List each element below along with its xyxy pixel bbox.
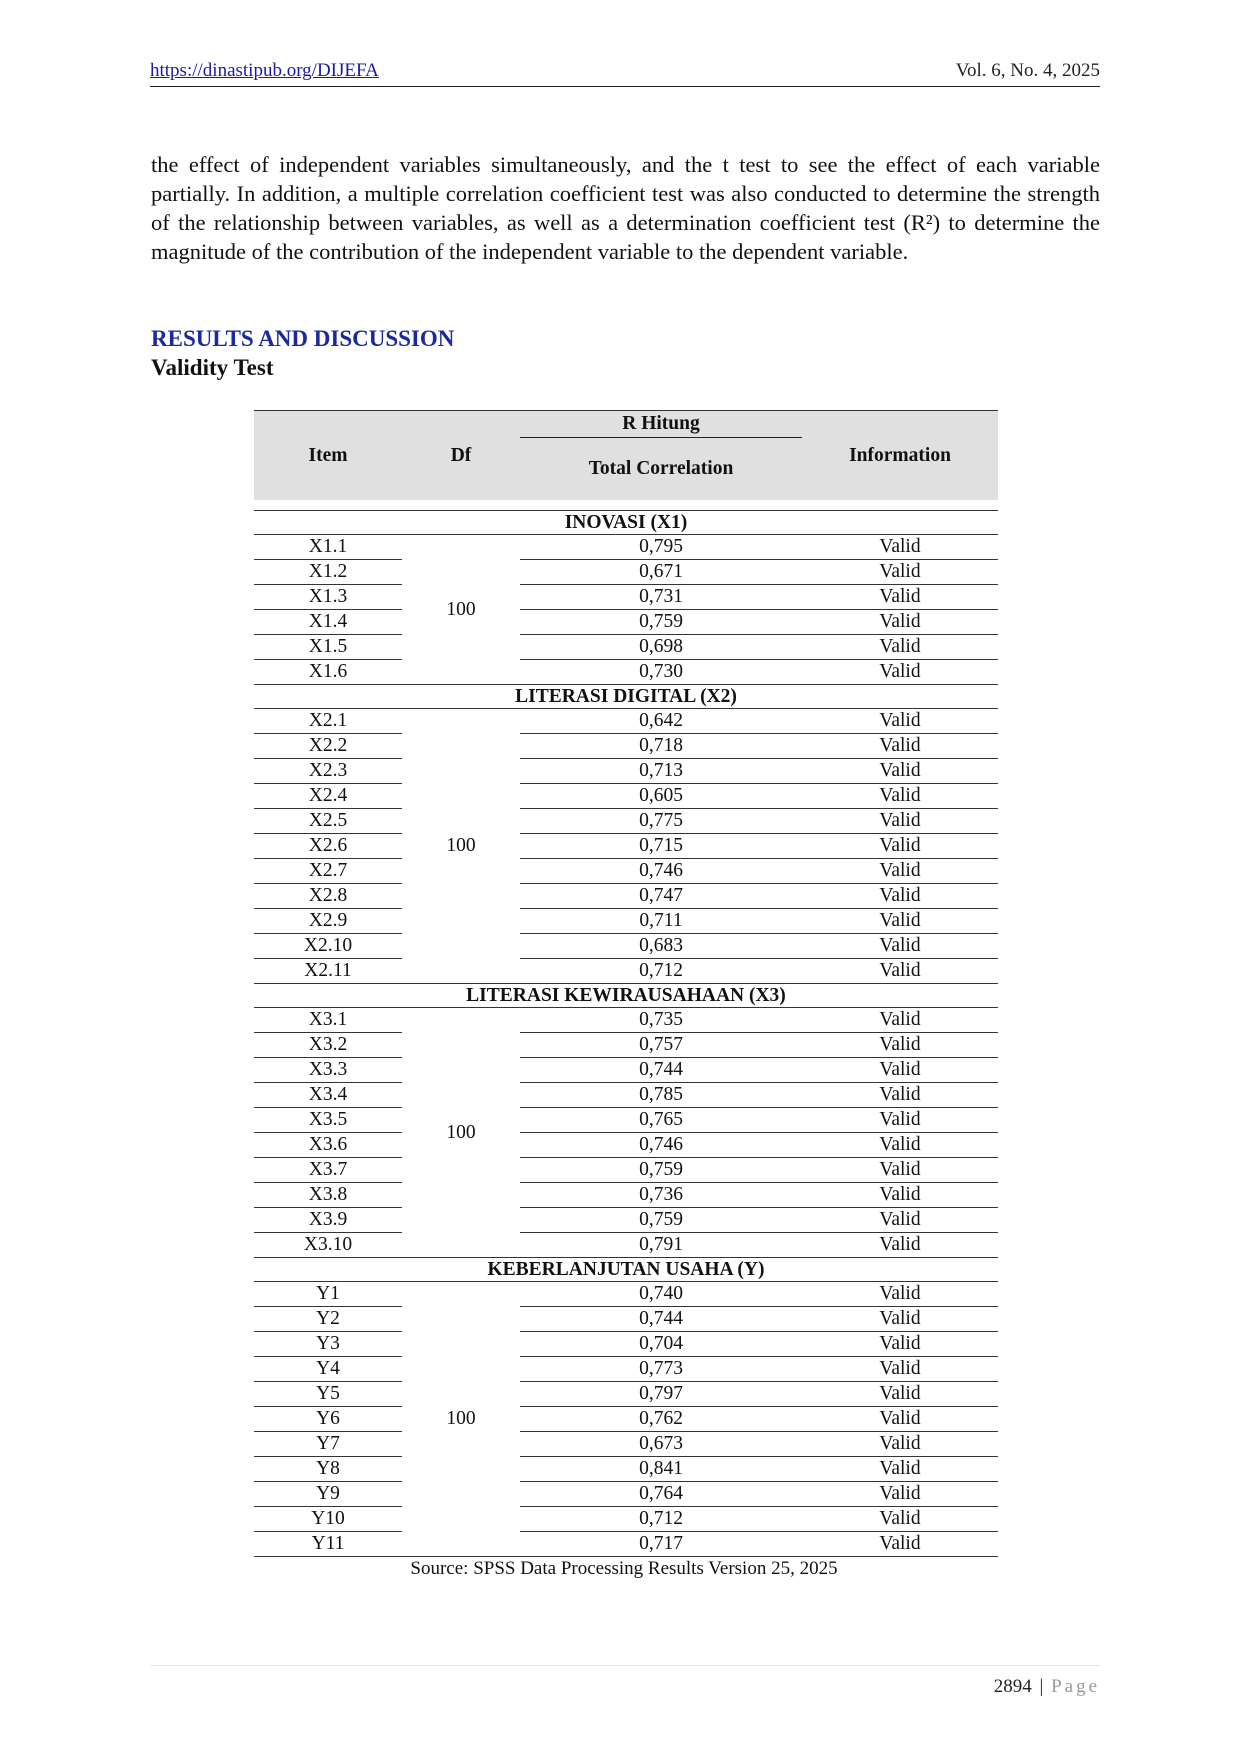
table-row bbox=[254, 1332, 998, 1357]
volume-label: Vol. 6, No. 4, 2025 bbox=[955, 60, 1100, 81]
table-row bbox=[254, 934, 998, 959]
table-row bbox=[254, 1083, 998, 1108]
table-row bbox=[254, 959, 998, 984]
cell-item: X1.6 bbox=[254, 660, 402, 685]
group-row bbox=[254, 511, 998, 535]
cell-df: 100 bbox=[402, 709, 520, 984]
cell-total-correlation: 0,757 bbox=[520, 1033, 802, 1058]
cell-information: Valid bbox=[802, 1307, 998, 1332]
cell-information: Valid bbox=[802, 884, 998, 909]
cell-item: X2.9 bbox=[254, 909, 402, 934]
cell-total-correlation: 0,605 bbox=[520, 784, 802, 809]
cell-information: Valid bbox=[802, 809, 998, 834]
cell-total-correlation: 0,712 bbox=[520, 1507, 802, 1532]
subsection-heading: Validity Test bbox=[151, 355, 274, 380]
cell-information: Valid bbox=[802, 759, 998, 784]
cell-item: X3.7 bbox=[254, 1158, 402, 1183]
table-row bbox=[254, 734, 998, 759]
cell-information: Valid bbox=[802, 709, 998, 734]
cell-item: X3.8 bbox=[254, 1183, 402, 1208]
header-df: Df bbox=[402, 411, 520, 501]
table-row bbox=[254, 1033, 998, 1058]
cell-total-correlation: 0,775 bbox=[520, 809, 802, 834]
cell-total-correlation: 0,764 bbox=[520, 1482, 802, 1507]
group-title: KEBERLANJUTAN USAHA (Y) bbox=[254, 1258, 998, 1282]
table-row bbox=[254, 660, 998, 685]
cell-information: Valid bbox=[802, 1058, 998, 1083]
cell-information: Valid bbox=[802, 1382, 998, 1407]
cell-total-correlation: 0,746 bbox=[520, 1133, 802, 1158]
cell-total-correlation: 0,730 bbox=[520, 660, 802, 685]
cell-item: Y6 bbox=[254, 1407, 402, 1432]
table-row bbox=[254, 759, 998, 784]
group-row bbox=[254, 685, 998, 709]
cell-item: X1.4 bbox=[254, 610, 402, 635]
cell-item: X2.4 bbox=[254, 784, 402, 809]
table-row bbox=[254, 784, 998, 809]
cell-information: Valid bbox=[802, 1432, 998, 1457]
cell-item: Y1 bbox=[254, 1282, 402, 1307]
cell-total-correlation: 0,715 bbox=[520, 834, 802, 859]
cell-total-correlation: 0,713 bbox=[520, 759, 802, 784]
cell-total-correlation: 0,718 bbox=[520, 734, 802, 759]
cell-total-correlation: 0,744 bbox=[520, 1307, 802, 1332]
cell-item: X2.7 bbox=[254, 859, 402, 884]
cell-information: Valid bbox=[802, 784, 998, 809]
cell-df: 100 bbox=[402, 535, 520, 685]
cell-information: Valid bbox=[802, 1407, 998, 1432]
cell-total-correlation: 0,683 bbox=[520, 934, 802, 959]
group-row bbox=[254, 1258, 998, 1282]
cell-item: X3.6 bbox=[254, 1133, 402, 1158]
cell-information: Valid bbox=[802, 1282, 998, 1307]
cell-information: Valid bbox=[802, 1133, 998, 1158]
table-row bbox=[254, 1008, 998, 1033]
header-information: Information bbox=[802, 411, 998, 501]
cell-item: X2.11 bbox=[254, 959, 402, 984]
cell-item: Y11 bbox=[254, 1532, 402, 1557]
cell-total-correlation: 0,797 bbox=[520, 1382, 802, 1407]
cell-item: X1.2 bbox=[254, 560, 402, 585]
cell-total-correlation: 0,759 bbox=[520, 610, 802, 635]
cell-item: Y9 bbox=[254, 1482, 402, 1507]
cell-total-correlation: 0,717 bbox=[520, 1532, 802, 1557]
table-row bbox=[254, 1382, 998, 1407]
cell-total-correlation: 0,673 bbox=[520, 1432, 802, 1457]
cell-information: Valid bbox=[802, 560, 998, 585]
cell-item: Y8 bbox=[254, 1457, 402, 1482]
cell-total-correlation: 0,841 bbox=[520, 1457, 802, 1482]
table-row bbox=[254, 535, 998, 560]
cell-information: Valid bbox=[802, 660, 998, 685]
cell-df: 100 bbox=[402, 1282, 520, 1557]
cell-item: X1.3 bbox=[254, 585, 402, 610]
cell-information: Valid bbox=[802, 1158, 998, 1183]
validity-table bbox=[254, 410, 998, 1557]
cell-information: Valid bbox=[802, 934, 998, 959]
table-row bbox=[254, 1233, 998, 1258]
cell-item: X1.1 bbox=[254, 535, 402, 560]
cell-item: X2.3 bbox=[254, 759, 402, 784]
cell-information: Valid bbox=[802, 1233, 998, 1258]
cell-total-correlation: 0,740 bbox=[520, 1282, 802, 1307]
cell-information: Valid bbox=[802, 1482, 998, 1507]
cell-total-correlation: 0,785 bbox=[520, 1083, 802, 1108]
cell-item: Y5 bbox=[254, 1382, 402, 1407]
cell-item: Y3 bbox=[254, 1332, 402, 1357]
cell-information: Valid bbox=[802, 1357, 998, 1382]
cell-total-correlation: 0,759 bbox=[520, 1208, 802, 1233]
cell-total-correlation: 0,746 bbox=[520, 859, 802, 884]
table-row bbox=[254, 1407, 998, 1432]
group-row bbox=[254, 984, 998, 1008]
cell-information: Valid bbox=[802, 1457, 998, 1482]
page-header bbox=[150, 58, 1100, 87]
cell-item: X3.10 bbox=[254, 1233, 402, 1258]
footer-divider bbox=[150, 1665, 1100, 1666]
header-total-correlation: Total Correlation bbox=[520, 438, 802, 501]
table-row bbox=[254, 1532, 998, 1557]
cell-item: Y4 bbox=[254, 1357, 402, 1382]
cell-total-correlation: 0,731 bbox=[520, 585, 802, 610]
header-r-hitung-text: R Hitung bbox=[622, 413, 700, 434]
cell-information: Valid bbox=[802, 585, 998, 610]
cell-item: X2.2 bbox=[254, 734, 402, 759]
cell-item: Y7 bbox=[254, 1432, 402, 1457]
cell-item: X2.10 bbox=[254, 934, 402, 959]
table-row bbox=[254, 834, 998, 859]
table-row bbox=[254, 585, 998, 610]
section-heading: RESULTS AND DISCUSSION bbox=[151, 326, 455, 351]
table-row bbox=[254, 1357, 998, 1382]
table-row bbox=[254, 1208, 998, 1233]
cell-information: Valid bbox=[802, 1208, 998, 1233]
cell-total-correlation: 0,747 bbox=[520, 884, 802, 909]
cell-item: X3.4 bbox=[254, 1083, 402, 1108]
cell-information: Valid bbox=[802, 1033, 998, 1058]
cell-information: Valid bbox=[802, 859, 998, 884]
table-row bbox=[254, 1158, 998, 1183]
group-title: LITERASI KEWIRAUSAHAAN (X3) bbox=[254, 984, 998, 1008]
page-footer bbox=[994, 1676, 1100, 1698]
cell-information: Valid bbox=[802, 909, 998, 934]
table-header bbox=[254, 411, 998, 511]
cell-item: X2.8 bbox=[254, 884, 402, 909]
cell-item: Y10 bbox=[254, 1507, 402, 1532]
cell-information: Valid bbox=[802, 535, 998, 560]
cell-total-correlation: 0,795 bbox=[520, 535, 802, 560]
cell-total-correlation: 0,744 bbox=[520, 1058, 802, 1083]
cell-total-correlation: 0,704 bbox=[520, 1332, 802, 1357]
table-row bbox=[254, 1482, 998, 1507]
group-title: INOVASI (X1) bbox=[254, 511, 998, 535]
table-row bbox=[254, 1432, 998, 1457]
cell-df: 100 bbox=[402, 1008, 520, 1258]
page-number: 2894 bbox=[993, 1676, 1032, 1697]
table-row bbox=[254, 560, 998, 585]
cell-total-correlation: 0,711 bbox=[520, 909, 802, 934]
cell-information: Valid bbox=[802, 1332, 998, 1357]
cell-total-correlation: 0,671 bbox=[520, 560, 802, 585]
table-row bbox=[254, 1282, 998, 1307]
cell-total-correlation: 0,712 bbox=[520, 959, 802, 984]
header-item: Item bbox=[254, 411, 402, 501]
cell-item: X2.1 bbox=[254, 709, 402, 734]
table-row bbox=[254, 1133, 998, 1158]
cell-total-correlation: 0,735 bbox=[520, 1008, 802, 1033]
table-row bbox=[254, 859, 998, 884]
cell-information: Valid bbox=[802, 734, 998, 759]
table-row bbox=[254, 1183, 998, 1208]
table-row bbox=[254, 709, 998, 734]
cell-information: Valid bbox=[802, 1083, 998, 1108]
cell-item: X2.5 bbox=[254, 809, 402, 834]
table-row bbox=[254, 1507, 998, 1532]
footer-separator: | bbox=[1039, 1676, 1044, 1697]
table-row bbox=[254, 1108, 998, 1133]
cell-information: Valid bbox=[802, 959, 998, 984]
cell-total-correlation: 0,773 bbox=[520, 1357, 802, 1382]
header-r-hitung bbox=[520, 411, 802, 438]
cell-item: X1.5 bbox=[254, 635, 402, 660]
cell-total-correlation: 0,698 bbox=[520, 635, 802, 660]
cell-information: Valid bbox=[802, 1108, 998, 1133]
cell-information: Valid bbox=[802, 834, 998, 859]
cell-information: Valid bbox=[802, 1532, 998, 1557]
cell-information: Valid bbox=[802, 635, 998, 660]
cell-information: Valid bbox=[802, 1507, 998, 1532]
cell-information: Valid bbox=[802, 610, 998, 635]
cell-total-correlation: 0,759 bbox=[520, 1158, 802, 1183]
cell-total-correlation: 0,765 bbox=[520, 1108, 802, 1133]
cell-item: X2.6 bbox=[254, 834, 402, 859]
cell-item: X3.1 bbox=[254, 1008, 402, 1033]
page-word: Page bbox=[1051, 1676, 1100, 1697]
cell-item: X3.9 bbox=[254, 1208, 402, 1233]
cell-total-correlation: 0,791 bbox=[520, 1233, 802, 1258]
table-row bbox=[254, 610, 998, 635]
cell-item: X3.2 bbox=[254, 1033, 402, 1058]
table-row bbox=[254, 809, 998, 834]
table-row bbox=[254, 1058, 998, 1083]
table-source-note: Source: SPSS Data Processing Results Version 25, 2025 bbox=[410, 1558, 838, 1579]
table-body bbox=[254, 511, 998, 1557]
intro-paragraph: the effect of independent variables simultaneously, and the t test to see the effect of each variable partially. In addition, a multiple correlation coefficient test was also conducted to determine the strength of the relationship between variables, as well as a determination coefficient test (R²) to determine the magnitude of the contribution of the independent variable to the dependent variable. bbox=[151, 152, 1100, 264]
group-title: LITERASI DIGITAL (X2) bbox=[254, 685, 998, 709]
table-row bbox=[254, 635, 998, 660]
table-row bbox=[254, 1457, 998, 1482]
cell-item: X3.3 bbox=[254, 1058, 402, 1083]
cell-total-correlation: 0,642 bbox=[520, 709, 802, 734]
cell-item: Y2 bbox=[254, 1307, 402, 1332]
cell-item: X3.5 bbox=[254, 1108, 402, 1133]
cell-information: Valid bbox=[802, 1183, 998, 1208]
journal-url-link[interactable]: https://dinastipub.org/DIJEFA bbox=[150, 60, 379, 81]
table-row bbox=[254, 884, 998, 909]
cell-information: Valid bbox=[802, 1008, 998, 1033]
cell-total-correlation: 0,736 bbox=[520, 1183, 802, 1208]
cell-total-correlation: 0,762 bbox=[520, 1407, 802, 1432]
table-row bbox=[254, 909, 998, 934]
table-row bbox=[254, 1307, 998, 1332]
